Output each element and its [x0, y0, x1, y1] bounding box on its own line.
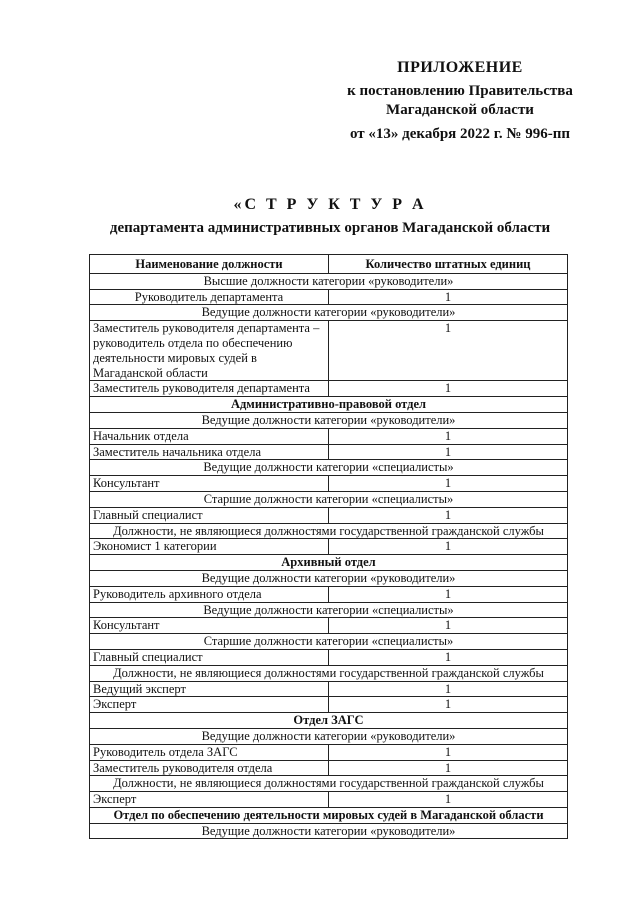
table-row	[90, 289, 568, 305]
category-row	[90, 460, 568, 476]
position-name-cell: Начальник отдела	[90, 428, 329, 444]
quantity-cell: 1	[329, 444, 568, 460]
category-name-cell: Ведущие должности категории «руководители»	[90, 412, 568, 428]
category-name-cell: Ведущие должности категории «руководители»	[90, 305, 568, 321]
position-name-cell: Заместитель руководителя департамента – руководитель отдела по обеспечению деятельности мировых судей в Магаданской области	[90, 321, 329, 381]
document-title: «С Т Р У К Т У Р А	[233, 196, 427, 213]
category-row	[90, 412, 568, 428]
quantity-cell: 1	[329, 618, 568, 634]
table-row	[90, 792, 568, 808]
quantity-cell: 1	[329, 697, 568, 713]
staff-structure-table	[89, 254, 568, 839]
appendix-title: ПРИЛОЖЕНИЕ	[397, 59, 523, 76]
category-name-cell: Ведущие должности категории «руководители»	[90, 823, 568, 839]
category-row	[90, 273, 568, 289]
category-name-cell: Ведущие должности категории «специалисты»	[90, 602, 568, 618]
department-name-cell: Архивный отдел	[90, 555, 568, 571]
position-name-cell: Заместитель руководителя отдела	[90, 760, 329, 776]
category-name-cell: Высшие должности категории «руководители»	[90, 273, 568, 289]
department-row	[90, 713, 568, 729]
category-row	[90, 523, 568, 539]
department-row	[90, 555, 568, 571]
table-row	[90, 618, 568, 634]
document-subtitle: департамента административных органов Магаданской области	[109, 220, 551, 236]
category-name-cell: Должности, не являющиеся должностями государственной гражданской службы	[90, 776, 568, 792]
category-row	[90, 665, 568, 681]
quantity-cell: 1	[329, 649, 568, 665]
department-name-cell: Отдел ЗАГС	[90, 713, 568, 729]
category-name-cell: Ведущие должности категории «специалисты»	[90, 460, 568, 476]
table-body	[90, 273, 568, 839]
category-name-cell: Старшие должности категории «специалисты»	[90, 634, 568, 650]
position-name-cell: Руководитель отдела ЗАГС	[90, 744, 329, 760]
position-name-cell: Консультант	[90, 476, 329, 492]
category-row	[90, 776, 568, 792]
table-row	[90, 476, 568, 492]
position-name-cell: Главный специалист	[90, 649, 329, 665]
quantity-cell: 1	[329, 321, 568, 381]
column-header-quantity: Количество штатных единиц	[329, 255, 568, 274]
table-row	[90, 586, 568, 602]
category-name-cell: Старшие должности категории «специалисты»	[90, 491, 568, 507]
appendix-line-date: от «13» декабря 2022 г. № 996-пп	[349, 126, 570, 142]
department-row	[90, 807, 568, 823]
position-name-cell: Консультант	[90, 618, 329, 634]
category-name-cell: Должности, не являющиеся должностями государственной гражданской службы	[90, 665, 568, 681]
position-name-cell: Экономист 1 категории	[90, 539, 329, 555]
category-name-cell: Ведущие должности категории «руководители»	[90, 570, 568, 586]
category-row	[90, 602, 568, 618]
quantity-cell: 1	[329, 289, 568, 305]
column-header-position: Наименование должности	[90, 255, 329, 274]
position-name-cell: Заместитель руководителя департамента	[90, 381, 329, 397]
table-row	[90, 321, 568, 381]
quantity-cell: 1	[329, 792, 568, 808]
category-row	[90, 305, 568, 321]
department-name-cell: Отдел по обеспечению деятельности мировых судей в Магаданской области	[90, 807, 568, 823]
quantity-cell: 1	[329, 507, 568, 523]
table-header-row	[90, 255, 568, 274]
table-row	[90, 681, 568, 697]
position-name-cell: Главный специалист	[90, 507, 329, 523]
quantity-cell: 1	[329, 539, 568, 555]
table-row	[90, 444, 568, 460]
position-name-cell: Руководитель архивного отдела	[90, 586, 329, 602]
department-name-cell: Административно-правовой отдел	[90, 397, 568, 413]
appendix-line-resolution: к постановлению Правительства	[347, 83, 573, 99]
table-row	[90, 760, 568, 776]
category-row	[90, 634, 568, 650]
table-row	[90, 381, 568, 397]
position-name-cell: Ведущий эксперт	[90, 681, 329, 697]
category-row	[90, 728, 568, 744]
quantity-cell: 1	[329, 381, 568, 397]
category-row	[90, 570, 568, 586]
position-name-cell: Эксперт	[90, 792, 329, 808]
quantity-cell: 1	[329, 586, 568, 602]
table-row	[90, 507, 568, 523]
table-row	[90, 539, 568, 555]
position-name-cell: Эксперт	[90, 697, 329, 713]
appendix-line-region: Магаданской области	[386, 102, 534, 118]
category-name-cell: Ведущие должности категории «руководители»	[90, 728, 568, 744]
quantity-cell: 1	[329, 428, 568, 444]
category-row	[90, 823, 568, 839]
quantity-cell: 1	[329, 760, 568, 776]
quantity-cell: 1	[329, 476, 568, 492]
table-row	[90, 697, 568, 713]
category-name-cell: Должности, не являющиеся должностями государственной гражданской службы	[90, 523, 568, 539]
table-row	[90, 428, 568, 444]
position-name-cell: Руководитель департамента	[90, 289, 329, 305]
quantity-cell: 1	[329, 744, 568, 760]
table-row	[90, 649, 568, 665]
position-name-cell: Заместитель начальника отдела	[90, 444, 329, 460]
department-row	[90, 397, 568, 413]
category-row	[90, 491, 568, 507]
table-row	[90, 744, 568, 760]
quantity-cell: 1	[329, 681, 568, 697]
